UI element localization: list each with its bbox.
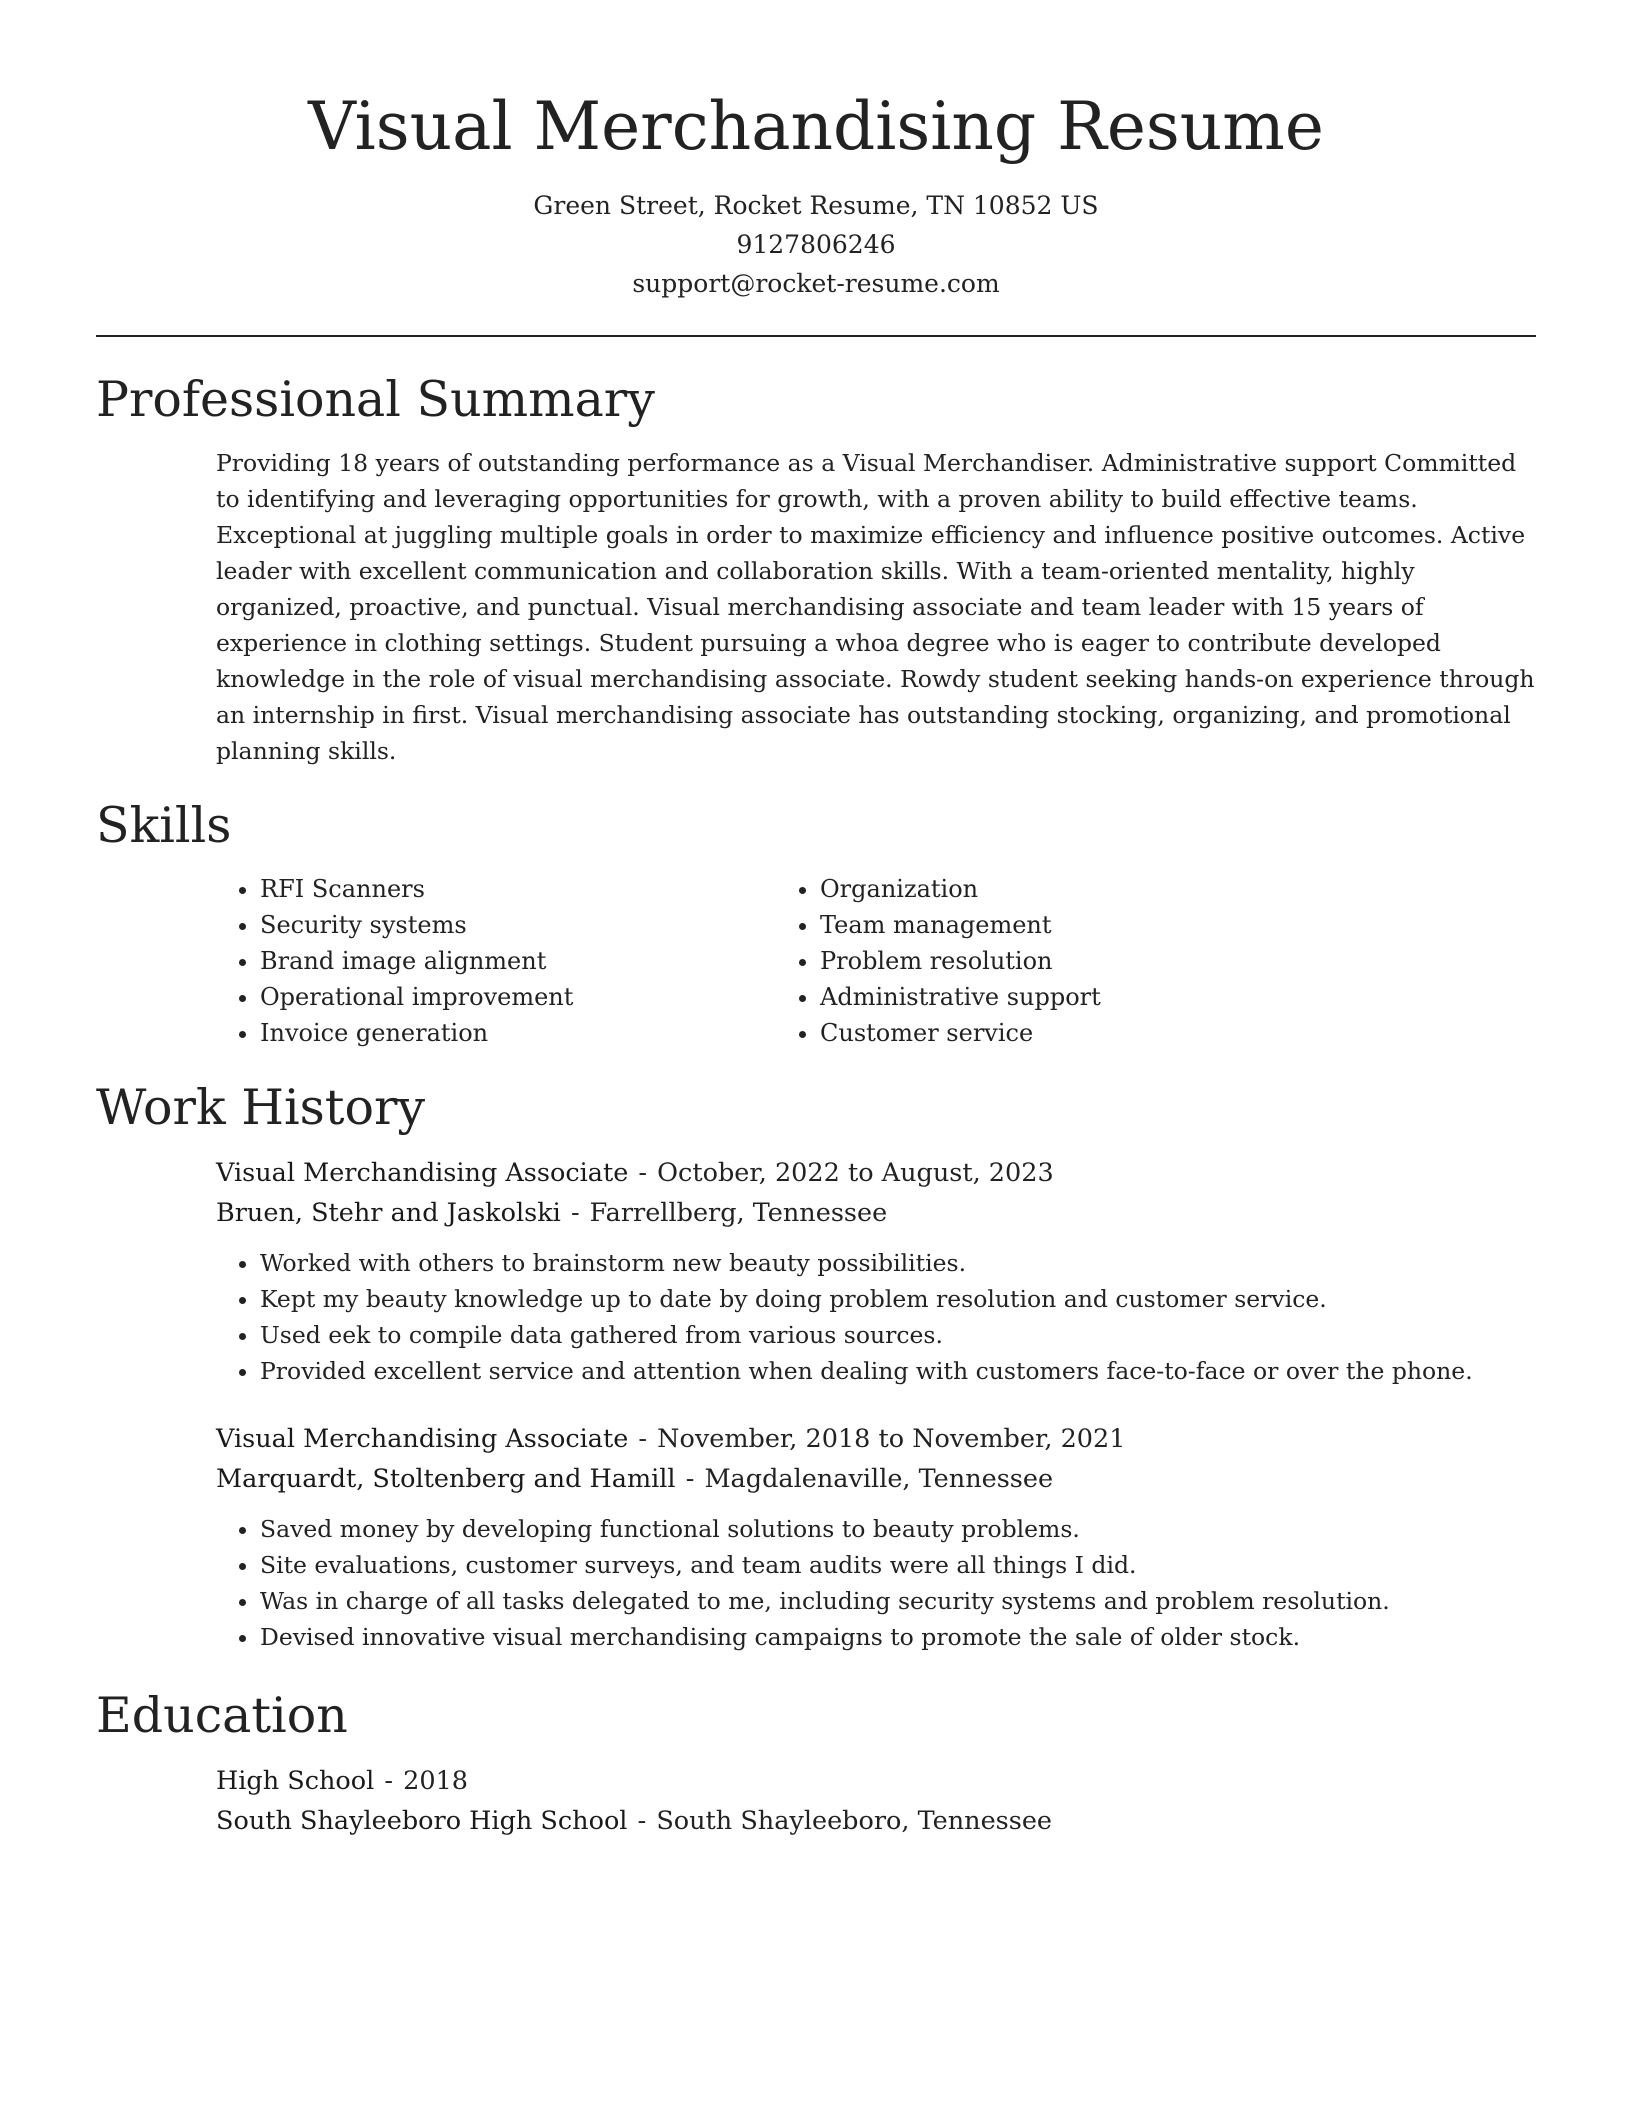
- summary-text: Providing 18 years of outstanding performance as a Visual Merchandiser. Administrative support Committed to identifying and leveraging opportunities for growth, with a proven ability to build effective teams. Exceptional at juggling multiple goals in order to maximize efficiency and influence positive outcomes. Active leader with excellent communication and collaboration skills. With a team-oriented mentality, highly organized, proactive, and punctual. Visual merchandising associate and team leader with 15 years of experience in clothing settings. Student pursuing a whoa degree who is eager to contribute developed knowledge in the role of visual merchandising associate. Rowdy student seeking hands-on experience through an internship in first. Visual merchandising associate has outstanding stocking, organizing, and promotional planning skills.: [216, 449, 1535, 765]
- job-company: Marquardt, Stoltenberg and Hamill: [216, 1464, 676, 1494]
- skill-item: • Team management: [820, 907, 1476, 943]
- job-entry: [216, 1153, 1536, 1389]
- separator: -: [384, 1766, 394, 1796]
- job-dates: November, 2018 to November, 2021: [657, 1424, 1126, 1454]
- job-location: Farrellberg, Tennessee: [589, 1198, 888, 1228]
- skill-item: • Operational improvement: [260, 979, 822, 1015]
- job-bullet: • Used eek to compile data gathered from various sources.: [260, 1317, 1536, 1353]
- job-title-line: [216, 1153, 1536, 1193]
- education-location: South Shayleeboro, Tennessee: [656, 1806, 1053, 1836]
- skill-item: • Problem resolution: [820, 943, 1476, 979]
- skills-column-right: [776, 871, 1476, 1051]
- job-role: Visual Merchandising Associate: [216, 1158, 629, 1188]
- job-company-line: [216, 1459, 1536, 1499]
- separator: -: [638, 1424, 648, 1454]
- job-bullet: • Was in charge of all tasks delegated to me, including security systems and problem resolution.: [260, 1583, 1536, 1619]
- contact-block: [96, 186, 1536, 303]
- job-role: Visual Merchandising Associate: [216, 1424, 629, 1454]
- skill-item: • Customer service: [820, 1015, 1476, 1051]
- resume-page: [96, 0, 1536, 1841]
- job-company-line: [216, 1193, 1536, 1233]
- education-entry: [216, 1761, 1536, 1841]
- summary-heading: Professional Summary: [96, 371, 655, 428]
- skill-item: • Invoice generation: [260, 1015, 822, 1051]
- job-bullet: • Kept my beauty knowledge up to date by doing problem resolution and customer service.: [260, 1281, 1536, 1317]
- contact-email: support@rocket-resume.com: [632, 269, 1000, 298]
- job-bullet: • Provided excellent service and attention when dealing with customers face-to-face or over the phone.: [260, 1353, 1536, 1389]
- job-title-line: [216, 1419, 1536, 1459]
- education-school: South Shayleeboro High School: [216, 1806, 628, 1836]
- separator: -: [638, 1158, 648, 1188]
- job-dates: October, 2022 to August, 2023: [657, 1158, 1054, 1188]
- job-bullet-list: [216, 1245, 1536, 1389]
- job-entry: [216, 1419, 1536, 1655]
- job-location: Magdalenaville, Tennessee: [704, 1464, 1054, 1494]
- separator: -: [637, 1806, 647, 1836]
- separator: -: [570, 1198, 580, 1228]
- education-degree-line: [216, 1761, 1536, 1801]
- skill-item: • Administrative support: [820, 979, 1476, 1015]
- skills-column-left: [216, 871, 822, 1051]
- skills-heading: Skills: [96, 797, 232, 854]
- resume-title: Visual Merchandising Resume: [308, 88, 1324, 165]
- contact-address: Green Street, Rocket Resume, TN 10852 US: [533, 191, 1099, 220]
- contact-phone: 9127806246: [736, 230, 896, 259]
- job-company: Bruen, Stehr and Jaskolski: [216, 1198, 561, 1228]
- education-degree: High School: [216, 1766, 375, 1796]
- skill-item: • Brand image alignment: [260, 943, 822, 979]
- separator: -: [685, 1464, 695, 1494]
- skill-item: • RFI Scanners: [260, 871, 822, 907]
- job-bullet: • Saved money by developing functional solutions to beauty problems.: [260, 1511, 1536, 1547]
- skill-item: • Security systems: [260, 907, 822, 943]
- skill-item: • Organization: [820, 871, 1476, 907]
- education-year: 2018: [403, 1766, 469, 1796]
- job-bullet: • Worked with others to brainstorm new beauty possibilities.: [260, 1245, 1536, 1281]
- header-divider: [96, 335, 1536, 337]
- work-history-heading: Work History: [96, 1079, 426, 1136]
- education-heading: Education: [96, 1687, 348, 1744]
- job-bullet: • Site evaluations, customer surveys, and team audits were all things I did.: [260, 1547, 1536, 1583]
- education-school-line: [216, 1801, 1536, 1841]
- job-bullet-list: [216, 1511, 1536, 1655]
- skills-list: [216, 871, 1536, 1051]
- job-bullet: • Devised innovative visual merchandising campaigns to promote the sale of older stock.: [260, 1619, 1536, 1655]
